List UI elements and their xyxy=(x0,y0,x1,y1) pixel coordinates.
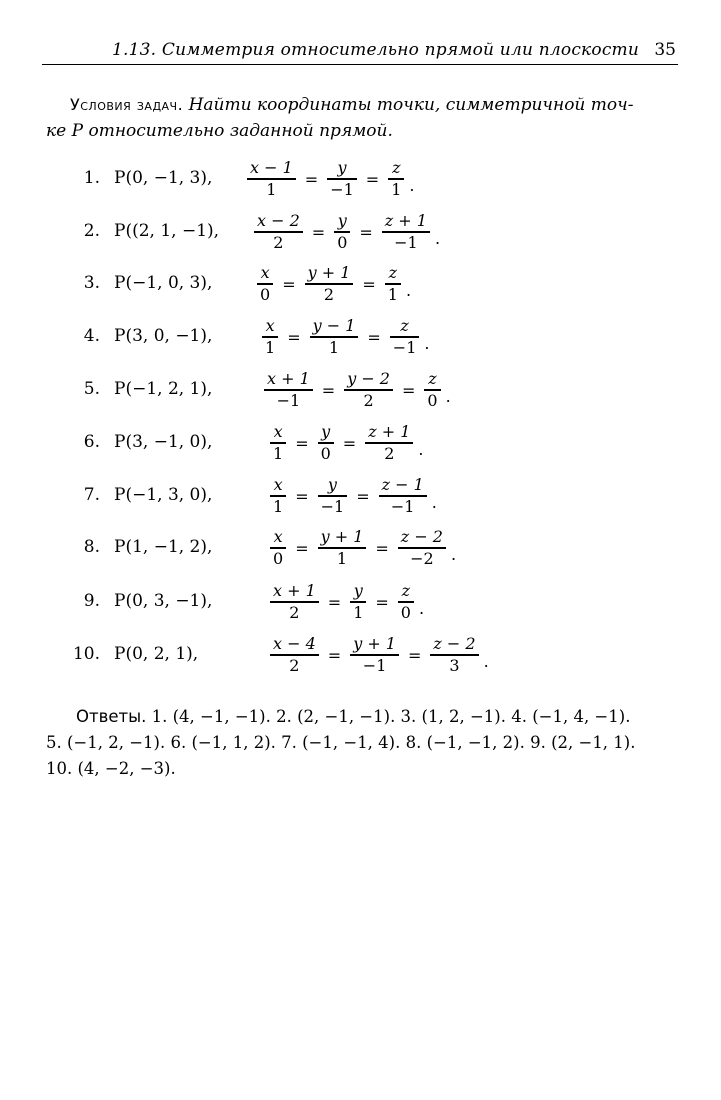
fraction-numerator: x xyxy=(260,263,270,283)
period: . xyxy=(405,280,412,300)
problem-point: P(3, 0, −1), xyxy=(114,326,213,346)
fraction-denominator: 1 xyxy=(328,337,340,357)
problem-number: 8. xyxy=(83,537,100,557)
fraction xyxy=(318,527,367,568)
problem-point: P(0, 3, −1), xyxy=(114,591,213,611)
problem-point: P(1, −1, 2), xyxy=(114,537,213,557)
fraction-numerator: z xyxy=(400,316,409,336)
fraction-denominator: 0 xyxy=(337,232,348,252)
fraction-numerator: z xyxy=(392,158,401,178)
fraction-numerator: x − 2 xyxy=(257,211,300,231)
fraction-denominator: 1 xyxy=(336,548,348,568)
fraction-denominator: 2 xyxy=(289,602,300,622)
problem-number: 6. xyxy=(83,432,100,452)
fraction xyxy=(385,263,401,304)
fraction-denominator: −1 xyxy=(320,496,345,516)
fraction xyxy=(379,475,427,516)
fraction-denominator: 0 xyxy=(427,390,438,410)
fraction-numerator: y xyxy=(321,422,331,442)
equals-sign: = xyxy=(327,645,342,665)
running-head xyxy=(42,38,678,65)
problem-number: 4. xyxy=(83,326,100,346)
fraction-numerator: y − 1 xyxy=(312,316,356,336)
fraction-denominator: −2 xyxy=(410,548,434,568)
equals-sign: = xyxy=(311,222,326,242)
fraction-denominator: 1 xyxy=(353,602,364,622)
fraction xyxy=(350,581,366,622)
fraction-denominator: −1 xyxy=(362,655,387,675)
page-number: 35 xyxy=(654,40,676,60)
period: . xyxy=(409,175,415,195)
period: . xyxy=(450,544,457,564)
equals-sign: = xyxy=(295,433,309,453)
fraction-numerator: y − 2 xyxy=(347,369,390,389)
equals-sign: = xyxy=(375,538,389,558)
problem-item xyxy=(0,312,721,362)
fraction-numerator: z xyxy=(428,369,437,389)
equals-sign: = xyxy=(287,327,301,347)
fraction-denominator: 3 xyxy=(449,655,460,675)
problem-point: P((2, 1, −1), xyxy=(114,221,220,241)
problem-point: P(0, −1, 3), xyxy=(114,168,213,188)
equals-sign: = xyxy=(304,169,319,189)
fraction-numerator: y xyxy=(337,158,347,178)
conditions-label: Условия задач. xyxy=(70,95,184,114)
fraction-denominator: 0 xyxy=(273,548,284,568)
equals-sign: = xyxy=(359,222,373,242)
fraction xyxy=(388,158,404,199)
fraction-denominator: −1 xyxy=(330,179,354,199)
fraction-denominator: 1 xyxy=(273,443,284,463)
fraction-numerator: z + 1 xyxy=(384,211,427,231)
fraction-denominator: 2 xyxy=(289,655,300,675)
fraction-numerator: x − 4 xyxy=(273,634,316,654)
problem-number: 3. xyxy=(83,273,100,293)
fraction-denominator: −1 xyxy=(390,496,415,516)
answers-line-1: 1. (4, −1, −1). 2. (2, −1, −1). 3. (1, 2, −1). 4. (−1, 4, −1). xyxy=(151,707,631,726)
problem-point: P(3, −1, 0), xyxy=(114,432,213,452)
equals-sign: = xyxy=(295,538,309,558)
fraction-numerator: z + 1 xyxy=(368,422,411,442)
fraction-numerator: y xyxy=(327,475,337,495)
fraction-numerator: x + 1 xyxy=(273,581,316,601)
fraction-numerator: z − 1 xyxy=(381,475,424,495)
answers-label: Ответы. xyxy=(76,707,147,726)
fraction-numerator: y xyxy=(337,211,347,231)
period: . xyxy=(483,651,489,671)
line-equation xyxy=(268,471,437,521)
fraction xyxy=(270,634,319,675)
task-text-line-1: Найти координаты точки, симметричной точ- xyxy=(188,95,634,115)
problem-item xyxy=(0,471,721,521)
line-equation xyxy=(255,259,411,309)
fraction xyxy=(305,263,354,304)
line-equation xyxy=(252,207,440,257)
line-equation xyxy=(268,418,423,468)
fraction-numerator: x xyxy=(273,475,283,495)
fraction-numerator: y + 1 xyxy=(320,527,364,547)
equals-sign: = xyxy=(356,486,370,506)
fraction-numerator: z − 2 xyxy=(400,527,443,547)
fraction-denominator: 1 xyxy=(265,337,276,357)
fraction xyxy=(318,475,348,516)
answers-line-3: 10. (4, −2, −3). xyxy=(46,759,176,778)
period: . xyxy=(424,333,430,353)
fraction xyxy=(257,263,273,304)
fraction xyxy=(334,211,350,252)
fraction xyxy=(390,316,420,357)
equals-sign: = xyxy=(282,274,296,294)
fraction-denominator: 1 xyxy=(273,496,284,516)
fraction-denominator: 2 xyxy=(384,443,395,463)
fraction-numerator: y + 1 xyxy=(353,634,396,654)
problem-point: P(−1, 3, 0), xyxy=(114,485,213,505)
problem-item xyxy=(0,630,721,680)
equals-sign: = xyxy=(321,380,336,400)
problem-statement xyxy=(46,92,676,144)
equals-sign: = xyxy=(367,327,381,347)
problem-item xyxy=(0,154,721,204)
fraction xyxy=(270,475,286,516)
fraction-numerator: x xyxy=(265,316,275,336)
fraction xyxy=(327,158,357,199)
problem-number: 10. xyxy=(72,644,100,664)
task-text-line-2: ке P относительно заданной прямой. xyxy=(46,121,393,141)
fraction xyxy=(310,316,359,357)
problem-item xyxy=(0,418,721,468)
line-equation xyxy=(268,523,456,573)
fraction xyxy=(254,211,303,252)
period: . xyxy=(434,228,441,248)
equals-sign: = xyxy=(342,433,357,453)
fraction-denominator: −1 xyxy=(394,232,418,252)
problem-number: 1. xyxy=(83,168,100,188)
fraction-denominator: 0 xyxy=(400,602,411,622)
fraction xyxy=(424,369,440,410)
fraction-numerator: z − 2 xyxy=(433,634,476,654)
fraction xyxy=(247,158,296,199)
fraction-numerator: x − 1 xyxy=(250,158,293,178)
equals-sign: = xyxy=(327,592,342,612)
problem-point: P(−1, 2, 1), xyxy=(114,379,213,399)
answers-block xyxy=(46,704,686,782)
fraction xyxy=(270,527,286,568)
problem-number: 5. xyxy=(83,379,100,399)
fraction-numerator: x xyxy=(273,422,283,442)
problem-number: 9. xyxy=(83,591,100,611)
fraction-denominator: 0 xyxy=(320,443,331,463)
fraction-denominator: 1 xyxy=(266,179,277,199)
equals-sign: = xyxy=(375,592,389,612)
fraction-denominator: 0 xyxy=(260,284,271,304)
fraction xyxy=(398,581,414,622)
problem-item xyxy=(0,577,721,627)
period: . xyxy=(418,598,425,618)
problem-number: 7. xyxy=(83,485,100,505)
problem-point: P(0, 2, 1), xyxy=(114,644,199,664)
fraction-numerator: z xyxy=(401,581,411,601)
fraction-denominator: 1 xyxy=(387,284,398,304)
equals-sign: = xyxy=(401,380,416,400)
line-equation xyxy=(245,154,414,204)
equals-sign: = xyxy=(365,169,380,189)
fraction xyxy=(264,369,313,410)
problem-item xyxy=(0,259,721,309)
answers-line-2: 5. (−1, 2, −1). 6. (−1, 1, 2). 7. (−1, −1, 4). 8. (−1, −1, 2). 9. (2, −1, 1). xyxy=(46,733,636,752)
fraction-denominator: 2 xyxy=(273,232,284,252)
period: . xyxy=(445,386,451,406)
problem-item xyxy=(0,207,721,257)
fraction-denominator: −1 xyxy=(276,390,301,410)
line-equation xyxy=(268,577,424,627)
fraction xyxy=(430,634,478,675)
period: . xyxy=(431,492,437,512)
line-equation xyxy=(262,365,451,415)
fraction-numerator: z xyxy=(388,263,398,283)
fraction xyxy=(350,634,399,675)
line-equation xyxy=(260,312,429,362)
equals-sign: = xyxy=(362,274,376,294)
fraction-denominator: 2 xyxy=(323,284,335,304)
section-title: 1.13. Симметрия относительно прямой или плоскости xyxy=(112,40,640,60)
fraction-numerator: y + 1 xyxy=(307,263,351,283)
problem-item xyxy=(0,523,721,573)
fraction xyxy=(365,422,413,463)
equals-sign: = xyxy=(295,486,309,506)
fraction-denominator: −1 xyxy=(392,337,417,357)
fraction-numerator: x xyxy=(273,527,283,547)
fraction-denominator: 1 xyxy=(391,179,402,199)
equals-sign: = xyxy=(407,645,422,665)
fraction xyxy=(262,316,278,357)
fraction-numerator: x + 1 xyxy=(267,369,310,389)
period: . xyxy=(418,439,424,459)
fraction xyxy=(270,422,286,463)
fraction xyxy=(270,581,319,622)
problem-number: 2. xyxy=(83,221,100,241)
fraction xyxy=(398,527,446,568)
fraction xyxy=(382,211,430,252)
line-equation xyxy=(268,630,489,680)
problem-point: P(−1, 0, 3), xyxy=(114,273,213,293)
problem-item xyxy=(0,365,721,415)
fraction xyxy=(344,369,393,410)
fraction xyxy=(318,422,334,463)
fraction-denominator: 2 xyxy=(363,390,374,410)
fraction-numerator: y xyxy=(353,581,363,601)
